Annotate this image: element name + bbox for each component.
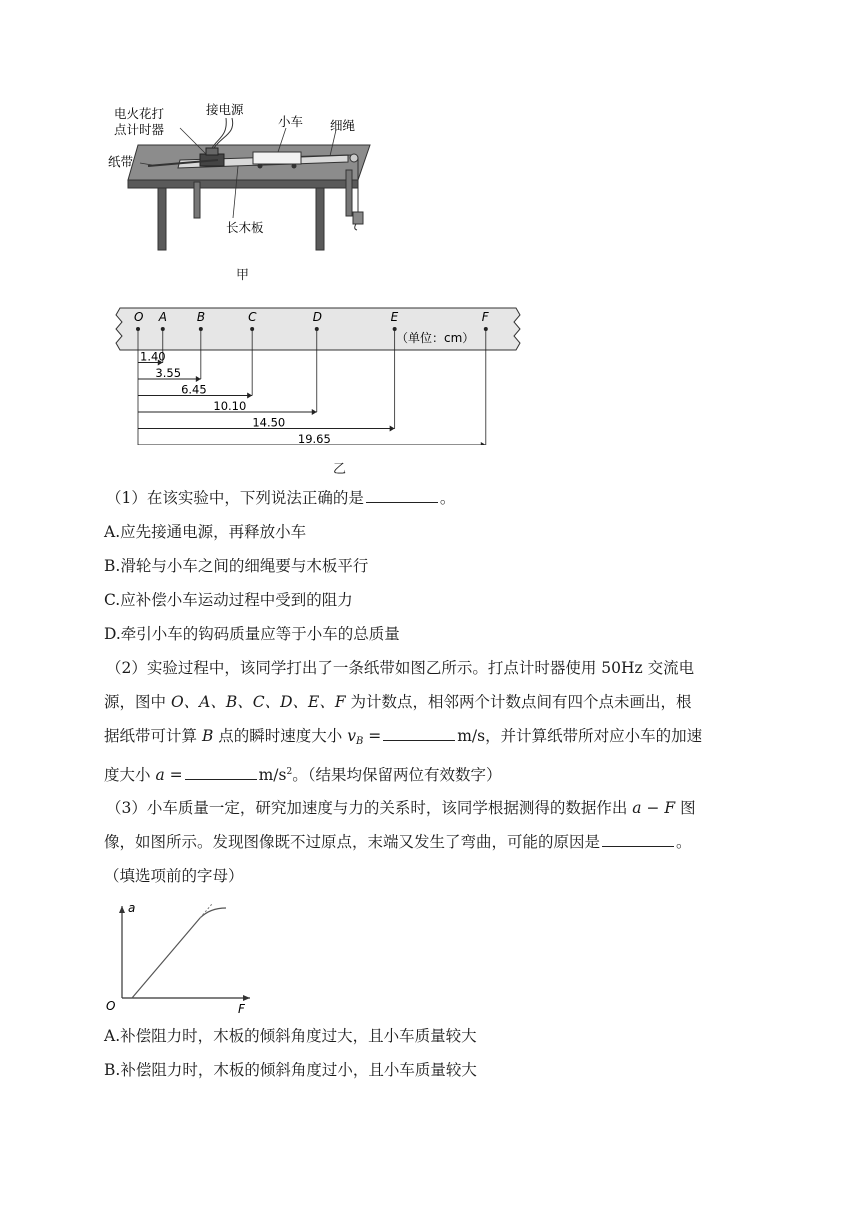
- tape-unit-label: （单位：cm）: [396, 331, 475, 345]
- figure-yi-caption: 乙: [333, 462, 347, 477]
- tape-point-label-C: C: [248, 310, 257, 324]
- board-label: 长木板: [226, 220, 264, 235]
- tape-point-label-O: O: [134, 310, 144, 324]
- q3-option-a: A.补偿阻力时，木板的倾斜角度过大，且小车质量较大: [104, 1027, 477, 1045]
- tape-point-label-A: A: [158, 310, 167, 324]
- graph-x-label: F: [238, 1002, 245, 1016]
- tape-dim-value-F: 19.65: [297, 432, 331, 445]
- tape-dim-arrow-B: [196, 376, 201, 382]
- car-label: 小车: [278, 114, 304, 129]
- q1-option-a: A.应先接通电源，再释放小车: [104, 523, 307, 541]
- rope-label: 细绳: [330, 118, 356, 133]
- q1-option-c: C.应补偿小车运动过程中受到的阻力: [104, 591, 353, 609]
- q2-line-3: 据纸带可计算 B 点的瞬时速度大小 $v_B = m/s$，并计算纸带所对应小车的加速: [104, 727, 703, 747]
- q3-answer-blank[interactable]: [602, 832, 674, 847]
- tape-point-label-E: E: [390, 310, 399, 324]
- graph-y-label: a: [128, 901, 136, 915]
- q3-option-b: B.补偿阻力时，木板的倾斜角度过小，且小车质量较大: [104, 1061, 477, 1079]
- q2-line-4: 度大小 $a = m/s^2$。（结果均保留两位有效数字）: [104, 766, 502, 784]
- power-label: 接电源: [206, 102, 244, 117]
- tape-dim-arrow-E: [390, 426, 395, 432]
- vb-answer-blank[interactable]: [383, 726, 455, 741]
- q1-answer-blank[interactable]: [366, 488, 438, 503]
- tape-point-label-F: F: [481, 310, 489, 324]
- q2-line-2: 源，图中 O、A、B、C、D、E、F 为计数点，相邻两个计数点间有四个点未画出，根: [104, 693, 692, 711]
- graph-origin-label: O: [106, 999, 116, 1013]
- a-answer-blank[interactable]: [185, 765, 257, 780]
- q3-line-1: （3）小车质量一定，研究加速度与力的关系时，该同学根据测得的数据作出 a − F 图: [106, 799, 696, 817]
- q2-line-1: （2）实验过程中，该同学打出了一条纸带如图乙所示。打点计时器使用 50Hz 交流电: [106, 659, 695, 677]
- tape-point-label-D: D: [312, 310, 323, 324]
- tape-point-label-B: B: [196, 310, 206, 324]
- tape-dim-value-C: 6.45: [181, 382, 207, 397]
- tape-label: 纸带: [108, 154, 134, 169]
- a-f-graph: [100, 900, 260, 1018]
- figure-jia-caption: 甲: [236, 268, 250, 283]
- tape-dim-arrow-C: [247, 393, 252, 399]
- apparatus-figure: [108, 100, 388, 260]
- tape-dim-arrow-D: [312, 409, 317, 415]
- q3-line-3: （填选项前的字母）: [104, 867, 244, 885]
- paper-tape-figure: [108, 300, 528, 445]
- q3-line-2: 像，如图所示。发现图像既不过原点，末端又发生了弯曲，可能的原因是 。: [104, 833, 692, 851]
- tape-dim-value-B: 3.55: [155, 366, 182, 380]
- q1-stem: （1）在该实验中，下列说法正确的是 。: [106, 489, 456, 507]
- q1-option-b: B.滑轮与小车之间的细绳要与木板平行: [104, 557, 369, 575]
- tape-dim-value-E: 14.50: [252, 415, 286, 430]
- timer-label-1: 电火花打: [114, 106, 165, 121]
- tape-dim-value-A: 1.40: [140, 349, 166, 364]
- q1-option-d: D.牵引小车的钩码质量应等于小车的总质量: [104, 625, 400, 643]
- tape-dim-value-D: 10.10: [213, 399, 247, 413]
- timer-label-2: 点计时器: [114, 122, 165, 137]
